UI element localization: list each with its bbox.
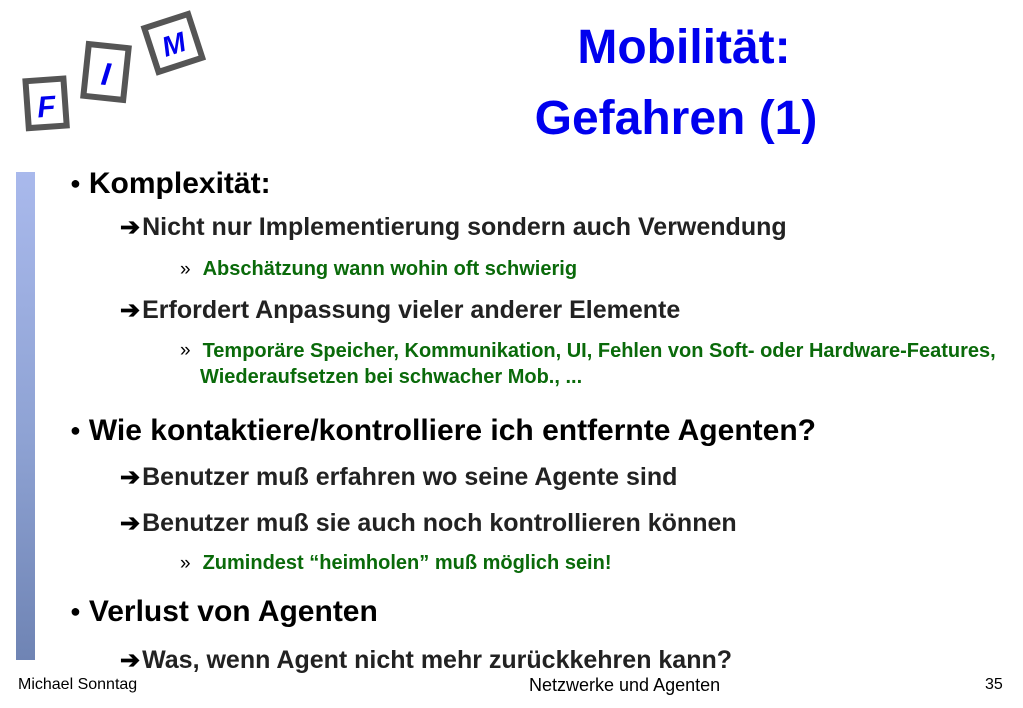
sub-bullet <box>120 295 680 326</box>
logo-letter-m: M <box>157 26 190 63</box>
slide-title-line-2: Gefahren (1) <box>534 92 818 145</box>
sub-bullet <box>120 645 732 676</box>
footer-course: Netzwerke und Agenten <box>529 675 721 695</box>
bullet-dot-icon: ● <box>70 173 81 193</box>
sub-sub-bullet <box>180 550 612 577</box>
logo-box-i <box>83 44 128 100</box>
arrow-right-icon: ➔ <box>120 510 141 537</box>
bullet-label: Verlust von Agenten <box>88 595 378 628</box>
logo-letter-f: F <box>36 90 57 125</box>
bullet-label: Komplexität: <box>88 167 271 200</box>
arrow-right-icon: ➔ <box>120 464 141 491</box>
logo-box-m <box>144 14 202 72</box>
arrow-right-icon: ➔ <box>120 647 141 674</box>
sub-bullet-label: Benutzer muß sie auch noch kontrollieren können <box>142 509 737 537</box>
sub-bullet-label: Nicht nur Implementierung sondern auch Verwendung <box>142 213 787 241</box>
bullet-dot-icon: ● <box>70 601 81 621</box>
logo-letter-i: I <box>99 55 113 93</box>
bullet-contact-control <box>70 413 816 448</box>
sub-bullet <box>120 462 677 493</box>
sub-bullet-label: Erfordert Anpassung vieler anderer Elemente <box>142 296 681 324</box>
arrow-right-icon: ➔ <box>120 297 141 324</box>
raquo-icon: » <box>180 259 191 280</box>
raquo-icon: » <box>180 340 191 361</box>
sub-bullet-label: Was, wenn Agent nicht mehr zurückkehren kann? <box>142 646 733 674</box>
decorative-side-bar <box>16 172 35 660</box>
bullet-agent-loss <box>70 594 378 629</box>
logo-box-f <box>26 79 67 129</box>
sub-sub-bullet-label: Zumindest “heimholen” muß möglich sein! <box>202 552 612 574</box>
fim-logo <box>0 0 240 160</box>
footer-page-number: 35 <box>985 676 1003 693</box>
sub-bullet <box>120 508 737 539</box>
bullet-complexity <box>70 166 271 201</box>
sub-bullet-label: Benutzer muß erfahren wo seine Agente sind <box>142 463 678 491</box>
slide-title-line-1: Mobilität: <box>577 21 791 74</box>
sub-sub-bullet <box>180 256 577 283</box>
sub-sub-bullet-label: Temporäre Speicher, Kommunikation, UI, Fehlen von Soft- oder Hardware-Features, Wiederaufsetzen bei schwacher Mob., ... <box>200 340 996 388</box>
arrow-right-icon: ➔ <box>120 214 141 241</box>
bullet-label: Wie kontaktiere/kontrolliere ich entfernte Agenten? <box>88 414 816 447</box>
sub-sub-bullet-label: Abschätzung wann wohin oft schwierig <box>202 258 578 280</box>
sub-sub-bullet <box>180 338 1000 390</box>
sub-bullet <box>120 212 787 243</box>
footer-author: Michael Sonntag <box>18 676 138 693</box>
raquo-icon: » <box>180 553 191 574</box>
bullet-dot-icon: ● <box>70 420 81 440</box>
